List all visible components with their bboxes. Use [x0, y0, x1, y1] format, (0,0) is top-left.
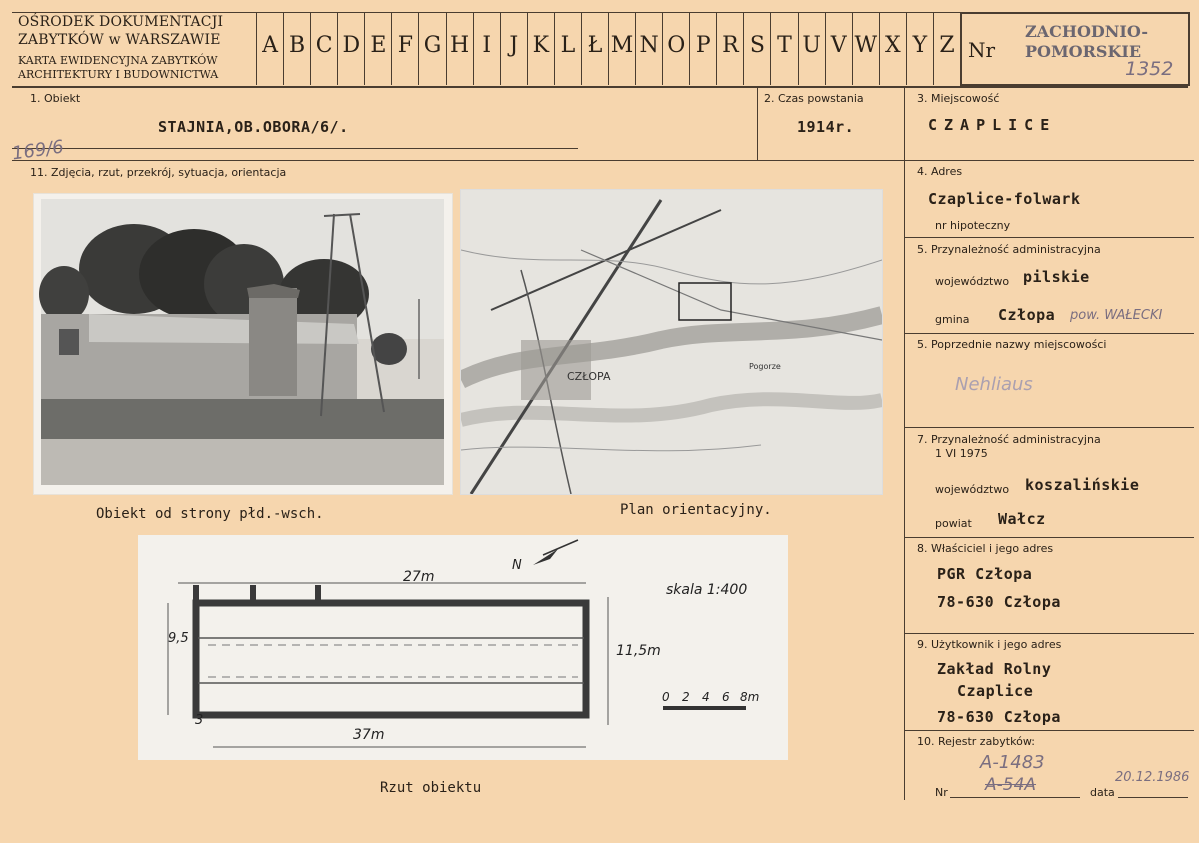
- map-caption: Plan orientacyjny.: [620, 502, 772, 518]
- f10-label: 10. Rejestr zabytków:: [917, 735, 1035, 748]
- scale-tick-4: 4: [702, 690, 710, 704]
- f7-label: 7. Przynależność administracyjna: [917, 433, 1101, 446]
- photo-caption: Obiekt od strony płd.-wsch.: [96, 506, 324, 522]
- right-sep-4: [904, 237, 1194, 238]
- f11-label: 11. Zdjęcia, rzut, przekrój, sytuacja, orientacja: [30, 166, 287, 179]
- plan-dim-bottom: 37m: [353, 727, 385, 743]
- f9-line3: 78-630 Człopa: [937, 708, 1061, 726]
- map-village-label: Pogorze: [749, 362, 781, 371]
- f5-gmina-value: Człopa: [998, 306, 1056, 324]
- scale-tick-2: 2: [682, 690, 690, 704]
- institution-line2: ZABYTKÓW w WARSZAWIE: [18, 32, 221, 48]
- letter-cell: L: [554, 13, 581, 85]
- letter-cell: N: [635, 13, 662, 85]
- f8-line2: 78-630 Człopa: [937, 593, 1061, 611]
- letter-cell: E: [364, 13, 391, 85]
- institution-line1: OŚRODEK DOKUMENTACJI: [18, 14, 224, 30]
- f10-nr-hand: A-54A: [985, 775, 1037, 795]
- floor-plan: [138, 535, 788, 760]
- card-line1: KARTA EWIDENCYJNA ZABYTKÓW: [18, 54, 218, 67]
- right-sep-5b: [904, 427, 1194, 428]
- letter-cell: J: [500, 13, 527, 85]
- header-nr-label: Nr: [968, 38, 996, 62]
- f4-sub-label: nr hipoteczny: [935, 219, 1011, 232]
- header-bottom-rule: [12, 86, 1188, 88]
- scale-tick-0: 0: [662, 690, 670, 704]
- f7-woj-value: koszalińskie: [1025, 476, 1140, 494]
- letter-cell: T: [770, 13, 797, 85]
- f5-gmina-hand: pow. WAŁECKI: [1070, 308, 1163, 323]
- f2-value: 1914r.: [797, 118, 855, 136]
- alphabet-index: [256, 13, 960, 85]
- scale-tick-6: 6: [722, 690, 730, 704]
- f10-data-underline: [1118, 797, 1188, 798]
- f10-hand: A-1483: [980, 752, 1045, 773]
- margin-note: 169/6: [10, 136, 66, 165]
- right-sep-7: [904, 537, 1194, 538]
- letter-cell: S: [743, 13, 770, 85]
- letter-cell: I: [473, 13, 500, 85]
- letter-cell: Ł: [581, 13, 608, 85]
- f10-data-hand: 20.12.1986: [1115, 770, 1190, 785]
- f3-value: CZAPLICE: [928, 116, 1057, 134]
- letter-cell: A: [256, 13, 283, 85]
- plan-dim-top: 27m: [403, 569, 435, 585]
- f5b-hand: Nehliaus: [955, 374, 1033, 395]
- scale-tick-8: 8m: [740, 690, 760, 704]
- letter-cell: X: [879, 13, 906, 85]
- f10-nr-label: Nr: [935, 786, 948, 799]
- f10-nr-underline: [950, 797, 1080, 798]
- letter-cell: Z: [933, 13, 960, 85]
- f5-label: 5. Przynależność administracyjna: [917, 243, 1101, 256]
- letter-cell: D: [337, 13, 364, 85]
- f7-pow-label: powiat: [935, 517, 972, 530]
- letter-cell: K: [527, 13, 554, 85]
- plan-scale: skala 1:400: [666, 582, 748, 598]
- f9-line2: Czaplice: [957, 682, 1034, 700]
- floor-plan-image: [138, 535, 788, 760]
- sep-f1-f2: [757, 88, 758, 160]
- sep-f2-f3: [904, 88, 905, 800]
- building-photo: [33, 193, 453, 495]
- letter-cell: G: [418, 13, 445, 85]
- f4-value: Czaplice-folwark: [928, 190, 1081, 208]
- building-photo-image: [34, 194, 452, 494]
- map-town-label: CZŁOPA: [567, 370, 611, 383]
- letter-cell: U: [798, 13, 825, 85]
- f5-gmina-label: gmina: [935, 313, 970, 326]
- orientation-map: [460, 189, 883, 495]
- f7-woj-label: województwo: [935, 483, 1010, 496]
- f7-pow-value: Wałcz: [998, 510, 1046, 528]
- f8-line1: PGR Człopa: [937, 565, 1033, 583]
- plan-dim-left: 9,5: [168, 631, 189, 646]
- letter-cell: M: [608, 13, 635, 85]
- f9-line1: Zakład Rolny: [937, 660, 1052, 678]
- plan-dim-corner: 3: [195, 713, 204, 728]
- letter-cell: W: [852, 13, 879, 85]
- right-sep-5: [904, 333, 1194, 334]
- f10-data-label: data: [1090, 786, 1115, 799]
- f1-value: STAJNIA,OB.OBORA/6/.: [158, 118, 349, 136]
- plan-north: N: [512, 558, 522, 573]
- right-sep-9: [904, 730, 1194, 731]
- card-line2: ARCHITEKTURY I BUDOWNICTWA: [18, 68, 219, 81]
- orientation-map-image: [461, 190, 882, 494]
- plan-caption: Rzut obiektu: [380, 780, 482, 796]
- letter-cell: P: [689, 13, 716, 85]
- letter-cell: O: [662, 13, 689, 85]
- letter-cell: F: [391, 13, 418, 85]
- stamp-number: 1352: [1125, 58, 1174, 80]
- letter-cell: B: [283, 13, 310, 85]
- f4-label: 4. Adres: [917, 165, 963, 178]
- stamp-line1: ZACHODNIO-: [1025, 22, 1149, 41]
- right-sep-8: [904, 633, 1194, 634]
- letter-cell: H: [446, 13, 473, 85]
- f9-label: 9. Użytkownik i jego adres: [917, 638, 1062, 651]
- stamp-line2: POMORSKIE: [1025, 42, 1142, 61]
- f7-date: 1 VI 1975: [935, 447, 988, 460]
- f3-label: 3. Miejscowość: [917, 92, 1000, 105]
- f1-label: 1. Obiekt: [30, 92, 81, 105]
- letter-cell: C: [310, 13, 337, 85]
- row1-bottom-rule: [12, 160, 1194, 161]
- f5-woj-label: województwo: [935, 275, 1010, 288]
- plan-dim-right: 11,5m: [616, 643, 661, 659]
- card-type: [18, 54, 256, 82]
- f8-label: 8. Właściciel i jego adres: [917, 542, 1054, 555]
- f1-inner-rule: [12, 148, 578, 149]
- f5b-label: 5. Poprzednie nazwy miejscowości: [917, 338, 1107, 351]
- f5-woj-value: pilskie: [1023, 268, 1090, 286]
- letter-cell: Y: [906, 13, 933, 85]
- letter-cell: R: [716, 13, 743, 85]
- f2-label: 2. Czas powstania: [764, 92, 864, 105]
- institution-name: [18, 13, 254, 49]
- letter-cell: V: [825, 13, 852, 85]
